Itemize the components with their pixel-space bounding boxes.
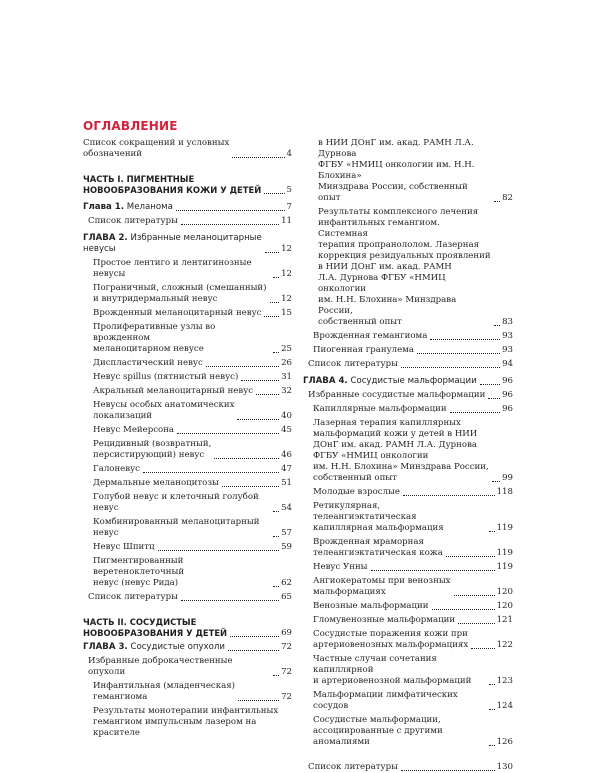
toc-chapter-3[interactable]: ГЛАВА 3. Сосудистые опухоли 72 [83,642,292,652]
toc-entry[interactable]: Лазерная терапия капиллярных мальформаций кожи у детей в НИИ ДОнГ им. акад. РАМН Л.А. Дурнова ФГБУ «НМИЦ онкологии им. Н.Н. Блохина» Минздрава России, собственный опыт 99 [313,418,513,483]
toc-entry[interactable]: Пролиферативные узлы во врожденном меланоцитарном невусе 25 [93,322,292,354]
toc-entry[interactable]: Пигментированный веретеноклеточный невус (невус Рида) 62 [93,556,292,588]
toc-entry[interactable]: Капиллярные мальформации 96 [313,404,513,414]
toc-part-2[interactable]: ЧАСТЬ II. СОСУДИСТЫЕ НОВООБРАЗОВАНИЯ У ДЕТЕЙ 69 [83,617,292,638]
toc-entry[interactable]: Акральный меланоцитарный невус 32 [93,386,292,396]
toc-entry[interactable]: Гломувенозные мальформации 121 [313,615,513,625]
toc-right-column [303,138,513,773]
toc-entry[interactable]: Невус Унны 119 [313,562,513,572]
toc-chapter-4[interactable]: ГЛАВА 4. Сосудистые мальформации 96 [303,376,513,386]
toc-entry[interactable]: Невус Мейерсона 45 [93,425,292,435]
toc-entry[interactable]: Молодые взрослые 118 [313,487,513,497]
toc-entry[interactable]: Ретикулярная, телеангиэктатическая капиллярная мальформация 119 [313,501,513,533]
toc-entry[interactable]: Комбинированный меланоцитарный невус 57 [93,517,292,538]
toc-entry[interactable]: Простое лентиго и лентигинозные невусы 12 [93,258,292,279]
toc-entry-continued[interactable]: Результаты монотерапии инфантильных гемангиом импульсным лазером на красителе [93,706,279,738]
toc-entry-references-ch1[interactable]: Список литературы 11 [88,216,292,226]
toc-entry[interactable]: Инфантильная (младенческая) гемангиома 72 [93,681,292,702]
toc-entry-references-ch4[interactable]: Список литературы 130 [308,762,513,772]
toc-chapter-1[interactable]: Глава 1. Меланома 7 [83,202,292,212]
toc-entry[interactable]: Избранные сосудистые мальформации 96 [308,390,513,400]
toc-entry[interactable]: Невус spillus (пятнистый невус) 31 [93,372,292,382]
toc-entry[interactable]: Ангиокератомы при венозных мальформациях 120 [313,576,513,597]
toc-entry[interactable]: Рецидивный (возвратный, персистирующий) невус 46 [93,439,292,460]
toc-entry-references-ch2[interactable]: Список литературы 65 [88,592,292,602]
toc-entry[interactable]: Дермальные меланоцитозы 51 [93,478,292,488]
toc-entry[interactable]: Диспластический невус 26 [93,358,292,368]
toc-title: ОГЛАВЛЕНИЕ [83,119,178,133]
toc-entry[interactable]: Пограничный, сложный (смешанный) и внутридермальный невус 12 [93,283,292,304]
toc-entry[interactable]: Невус Шпитц 59 [93,542,292,552]
toc-entry[interactable]: Мальформации лимфатических сосудов 124 [313,690,513,711]
toc-entry[interactable]: Результаты комплексного лечения инфантильных гемангиом. Системная терапия пропранололом. Лазерная коррекция резидуальных проявлений в НИИ ДОнГ им. акад. РАМН Л.А. Дурнова ФГБУ «НМИЦ онкологии им. Н.Н. Блохина» Минздрава России, собственный опыт 83 [318,207,513,327]
toc-entry-continuation[interactable]: в НИИ ДОнГ им. акад. РАМН Л.А. Дурнова ФГБУ «НМИЦ онкологии им. Н.Н. Блохина» Минздрава России, собственный опыт 82 [318,138,513,203]
toc-entry-abbreviations[interactable]: Список сокращений и условных обозначений 4 [83,138,292,159]
toc-left-column [83,138,292,739]
toc-entry-references-ch3[interactable]: Список литературы 94 [308,359,513,369]
toc-chapter-2[interactable]: ГЛАВА 2. Избранные меланоцитарные невусы 12 [83,233,292,254]
toc-entry[interactable]: Невусы особых анатомических локализаций 40 [93,400,292,421]
toc-entry[interactable]: Голубой невус и клеточный голубой невус 54 [93,492,292,513]
toc-entry[interactable]: Галоневус 47 [93,464,292,474]
toc-entry[interactable]: Пиогенная гранулема 93 [313,345,513,355]
toc-part-1[interactable]: ЧАСТЬ I. ПИГМЕНТНЫЕ НОВООБРАЗОВАНИЯ КОЖИ У ДЕТЕЙ 5 [83,174,292,195]
toc-entry[interactable]: Избранные доброкачественные опухоли 72 [88,656,292,677]
toc-entry[interactable]: Сосудистые поражения кожи при артериовенозных мальформациях 122 [313,629,513,650]
toc-entry[interactable]: Сосудистые мальформации, ассоциированные с другими аномалиями 126 [313,715,513,747]
toc-entry[interactable]: Венозные мальформации 120 [313,601,513,611]
toc-entry[interactable]: Врожденная гемангиома 93 [313,331,513,341]
toc-entry[interactable]: Частные случаи сочетания капиллярной и артериовенозной мальформаций 123 [313,654,513,686]
toc-entry[interactable]: Врожденный меланоцитарный невус 15 [93,308,292,318]
toc-entry[interactable]: Врожденная мраморная телеангиэктатическая кожа 119 [313,537,513,558]
